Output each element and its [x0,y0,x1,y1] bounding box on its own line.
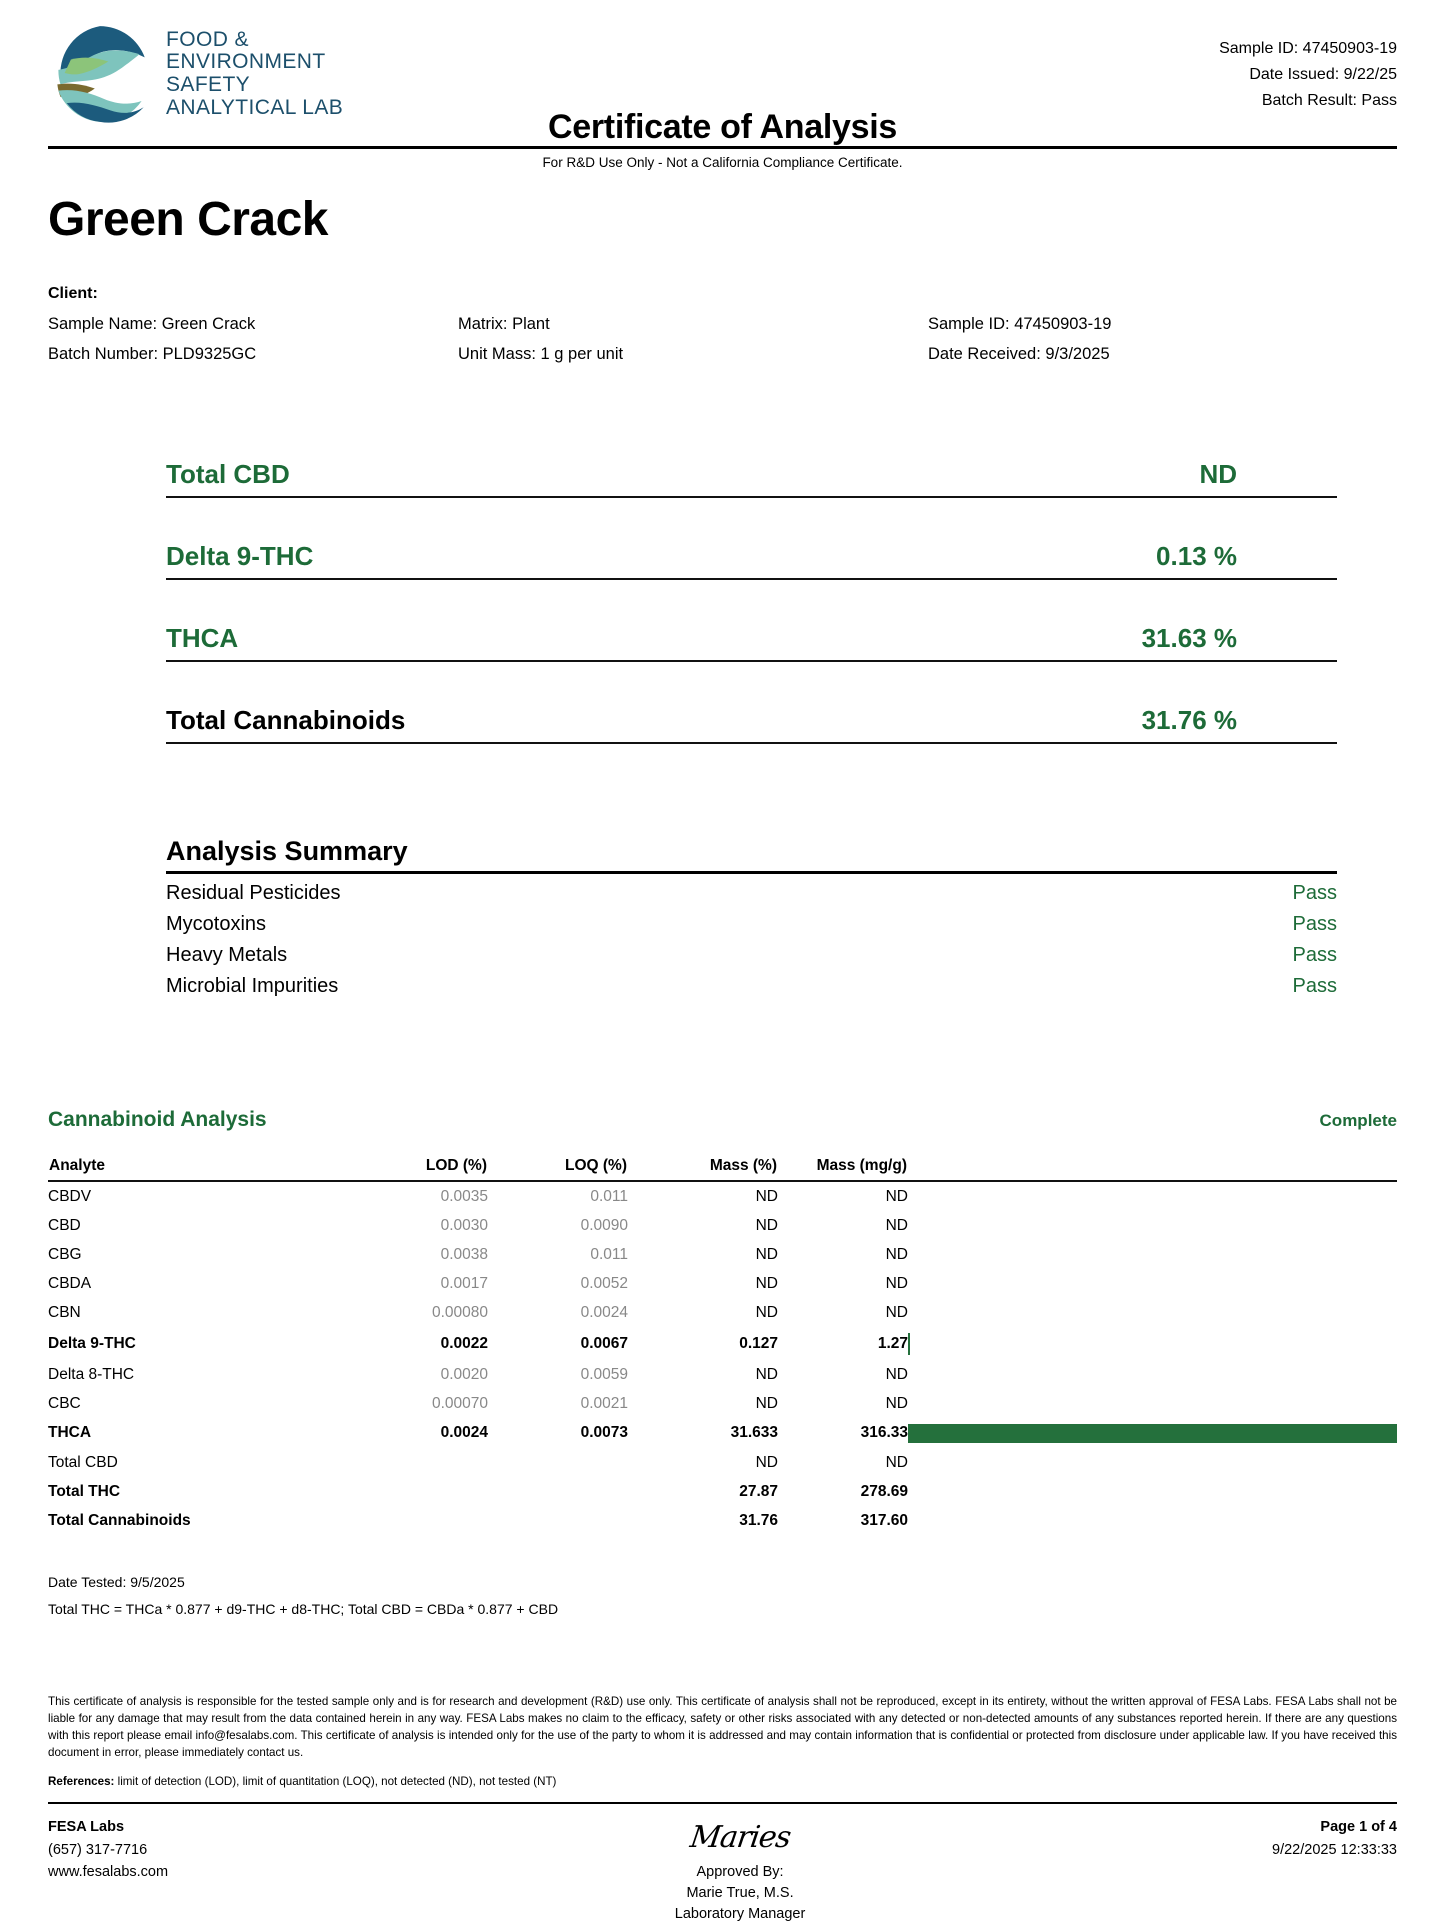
cell-loq [488,1477,628,1506]
table-row [48,1448,1397,1477]
col-header-lod: LOD (%) [348,1156,488,1181]
cell-mass-mgg: ND [885,1303,908,1321]
cell-lod: 0.00080 [431,1303,488,1321]
cannabinoid-analysis-status: Complete [1319,1111,1397,1130]
summary-row [166,936,1337,967]
table-row [48,1418,1397,1448]
cell-mass-mgg: ND [885,1274,908,1292]
cell-mass-pct: ND [755,1453,778,1471]
cannabinoid-table [48,1156,1397,1535]
potency-label-total-cbd: Total CBD [166,459,290,489]
cell-mass-mgg: 1.27 [877,1334,908,1352]
potency-label-delta-9-thc: Delta 9-THC [166,541,314,571]
cell-lod [348,1477,488,1506]
summary-label-residual-pesticides: Residual Pesticides [166,882,341,904]
info-matrix: Matrix: Plant [458,315,550,333]
logo-line-3: SAFETY [166,73,251,96]
cell-lod: 0.0035 [440,1187,488,1205]
info-date-received: Date Received: 9/3/2025 [928,345,1110,363]
cannabinoid-analysis-title: Cannabinoid Analysis [48,1108,267,1131]
potency-summary [166,450,1337,744]
cell-bar [908,1418,1397,1448]
cell-bar [908,1211,1397,1240]
cell-analyte: CBD [48,1216,81,1234]
cell-lod: 0.0030 [440,1216,488,1234]
signature-block [675,1816,806,1925]
table-row [48,1477,1397,1506]
cell-lod: 0.0024 [440,1424,488,1441]
cell-analyte: Delta 9-THC [48,1334,136,1352]
lab-logo-text [166,29,343,120]
cannabinoid-table-body [48,1181,1397,1535]
cell-mass-pct: ND [755,1245,778,1263]
col-header-mass-pct: Mass (%) [628,1156,778,1181]
table-row [48,1211,1397,1240]
cell-mass-pct: ND [755,1216,778,1234]
cell-loq: 0.0052 [580,1274,628,1292]
cell-mass-mgg: ND [885,1216,908,1234]
cell-analyte: CBDA [48,1274,92,1292]
cell-lod: 0.0020 [440,1365,488,1383]
table-row [48,1269,1397,1298]
cell-loq: 0.0024 [580,1303,628,1321]
cell-bar [908,1360,1397,1389]
potency-row [166,532,1337,580]
cell-loq: 0.0067 [580,1334,628,1352]
info-sample-id: Sample ID: 47450903-19 [928,315,1112,333]
signature-image: Maries [687,1820,793,1856]
cell-bar [908,1181,1397,1211]
cannabinoid-analysis-header [48,1108,1397,1132]
value-bar [908,1424,1397,1443]
cell-loq: 0.0059 [580,1365,628,1383]
calculation-formula: Total THC = THCa * 0.877 + d9-THC + d8-THC; Total CBD = CBDa * 0.877 + CBD [48,1600,559,1617]
cell-loq [488,1506,628,1535]
col-header-analyte: Analyte [48,1156,348,1181]
cell-analyte: Total Cannabinoids [48,1511,191,1529]
potency-row [166,696,1337,744]
table-row [48,1327,1397,1360]
status-badge: Pass [1292,913,1337,935]
references-line [48,1775,1397,1788]
footer-page-info [1272,1816,1397,1861]
header-date-issued: Date Issued: 9/22/25 [1249,65,1397,83]
references-text: limit of detection (LOD), limit of quantitation (LOQ), not detected (ND), not tested (NT) [114,1775,557,1789]
cell-mass-mgg: ND [885,1187,908,1205]
header-batch-result: Batch Result: Pass [1261,91,1397,109]
summary-label-mycotoxins: Mycotoxins [166,913,267,935]
cell-bar [908,1269,1397,1298]
table-row [48,1506,1397,1535]
logo-line-2: ENVIRONMENT [166,50,326,74]
col-header-mass-mgg: Mass (mg/g) [778,1156,908,1181]
analysis-notes [48,1569,1397,1622]
potency-value-total-cbd: ND [1199,459,1237,489]
footer-divider [48,1802,1397,1804]
cell-loq: 0.011 [590,1187,628,1205]
cell-analyte: Total THC [48,1482,121,1500]
client-label: Client: [48,285,98,302]
potency-row [166,614,1337,662]
cell-loq: 0.0021 [580,1394,628,1412]
cell-analyte: Delta 8-THC [48,1365,135,1383]
analysis-summary-heading: Analysis Summary [166,836,1337,874]
cell-analyte: Total CBD [48,1453,118,1471]
approver-name: Marie True, M.S. [686,1884,794,1901]
status-badge: Pass [1292,975,1337,997]
cell-mass-pct: 0.127 [739,1334,778,1352]
page-footer [48,1816,1397,1925]
summary-row [166,967,1337,998]
analysis-summary [166,836,1337,998]
cell-bar [908,1477,1397,1506]
date-tested: Date Tested: 9/5/2025 [48,1574,185,1590]
cell-loq: 0.011 [590,1245,628,1263]
header-sample-id: Sample ID: 47450903-19 [1219,40,1397,57]
footer-contact [48,1816,168,1883]
logo-line-4: ANALYTICAL LAB [166,95,344,119]
cell-mass-pct: ND [755,1187,778,1205]
cell-analyte: THCA [48,1424,92,1441]
status-badge: Pass [1292,882,1337,904]
footer-website[interactable]: www.fesalabs.com [48,1864,169,1881]
col-header-loq: LOQ (%) [488,1156,628,1181]
summary-label-heavy-metals: Heavy Metals [166,944,288,966]
cell-bar [908,1506,1397,1535]
cell-bar [908,1448,1397,1477]
approver-title: Laboratory Manager [674,1905,806,1922]
summary-row [166,905,1337,936]
page-header [48,0,1397,146]
potency-value-total-cannabinoids: 31.76 % [1141,705,1237,735]
cell-lod [348,1506,488,1535]
potency-value-thca: 31.63 % [1141,623,1237,653]
cell-mass-pct: ND [755,1394,778,1412]
info-unit-mass: Unit Mass: 1 g per unit [458,345,624,363]
cell-mass-pct: 31.633 [730,1424,778,1441]
references-label: References: [48,1775,115,1789]
cell-analyte: CBDV [48,1187,92,1205]
cell-analyte: CBN [48,1303,81,1321]
footer-phone: (657) 317-7716 [48,1841,148,1858]
header-subtitle: For R&D Use Only - Not a California Compliance Certificate. [542,155,903,170]
cell-bar [908,1240,1397,1269]
disclaimer-text: This certificate of analysis is responsible for the tested sample only and is for research and development (R&D) use only. This certificate of analysis shall not be reproduced, except in its entirety, without the written approval of FESA Labs. FESA Labs shall not be liable for any damage that may result from the data contained herein in any way. FESA Labs makes no claim to the efficacy, safety or other risks associated with any detected or non-detected amounts of any substances reported herein. If there are any questions with this report please email info@fesalabs.com. This certificate of analysis is intended only for the use of the party to whom it is addressed and may contain information that is confidential or protected from disclosure under applicable law. If you have received this document in error, please immediately contact us. [48,1695,1397,1759]
cell-mass-pct: ND [755,1274,778,1292]
value-bar [908,1333,910,1355]
cell-loq: 0.0073 [580,1424,628,1441]
cell-mass-mgg: 317.60 [860,1511,908,1529]
cell-mass-mgg: ND [885,1453,908,1471]
approved-by-label: Approved By: [696,1863,784,1880]
summary-row [166,874,1337,905]
cell-lod: 0.0017 [440,1274,488,1292]
table-row [48,1389,1397,1418]
logo-line-1: FOOD & [166,27,249,51]
col-header-bar [908,1156,1397,1181]
header-meta [1219,36,1397,114]
cell-loq: 0.0090 [580,1216,628,1234]
status-badge: Pass [1292,944,1337,966]
cell-mass-mgg: ND [885,1365,908,1383]
table-row [48,1181,1397,1211]
cell-lod: 0.0038 [440,1245,488,1263]
info-batch-number: Batch Number: PLD9325GC [48,345,257,363]
cell-mass-mgg: 278.69 [860,1482,908,1500]
table-row [48,1360,1397,1389]
cell-bar [908,1389,1397,1418]
cell-loq [488,1448,628,1477]
potency-row [166,450,1337,498]
potency-label-total-cannabinoids: Total Cannabinoids [166,705,406,735]
page-number: Page 1 of 4 [1320,1819,1397,1836]
potency-label-thca: THCA [166,623,239,653]
cell-mass-mgg: ND [885,1394,908,1412]
cell-analyte: CBC [48,1394,81,1412]
potency-value-delta-9-thc: 0.13 % [1156,541,1237,571]
footer-lab-name: FESA Labs [48,1819,125,1836]
cell-lod: 0.0022 [440,1334,488,1352]
table-row [48,1298,1397,1327]
table-header-row [48,1156,1397,1181]
table-row [48,1240,1397,1269]
cell-mass-mgg: ND [885,1245,908,1263]
cell-lod [348,1448,488,1477]
cell-bar [908,1327,1397,1360]
cell-mass-pct: ND [755,1365,778,1383]
summary-label-microbial-impurities: Microbial Impurities [166,975,339,997]
cell-mass-pct: 27.87 [739,1482,778,1500]
print-timestamp: 9/22/2025 12:33:33 [1272,1841,1397,1858]
info-sample-name: Sample Name: Green Crack [48,315,256,333]
cell-mass-mgg: 316.33 [860,1424,908,1441]
sample-info-grid [48,315,1397,364]
cell-lod: 0.00070 [431,1394,488,1412]
cell-bar [908,1298,1397,1327]
cannabinoid-analysis-section [48,1108,1397,1622]
sample-name-title: Green Crack [48,193,328,246]
cell-mass-pct: ND [755,1303,778,1321]
cell-analyte: CBG [48,1245,82,1263]
page-title: Certificate of Analysis [548,108,897,146]
cell-mass-pct: 31.76 [739,1511,778,1529]
